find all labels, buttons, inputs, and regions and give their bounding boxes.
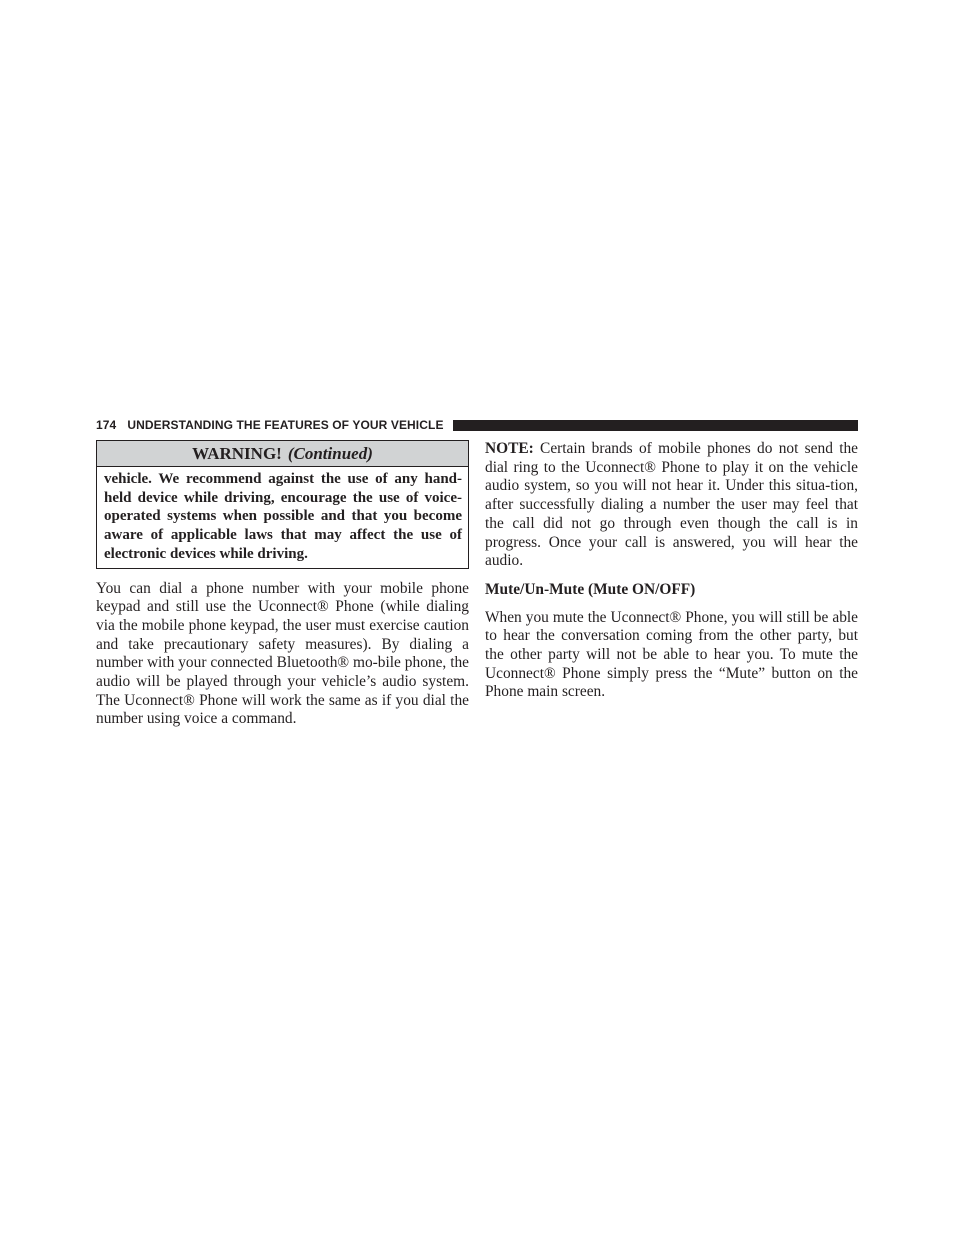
left-column (96, 440, 469, 738)
section-title: UNDERSTANDING THE FEATURES OF YOUR VEHICLE (127, 418, 444, 432)
note-paragraph (485, 440, 858, 571)
warning-body: vehicle. We recommend against the use of any hand-held device while driving, encourage the use of voice-operated systems when possible and that you become aware of applicable laws that may affect the use of electronic devices while driving. (104, 471, 462, 562)
warning-title: WARNING! (192, 444, 282, 463)
warning-header (97, 441, 468, 467)
mute-paragraph: When you mute the Uconnect® Phone, you will still be able to hear the conversation coming from the other party, but the other party will not be able to hear you. To mute the Uconnect® Phone simply press the “Mute” button on the Phone main screen. (485, 608, 858, 701)
warning-box (96, 440, 469, 569)
header-rule (453, 420, 858, 431)
mute-heading: Mute/Un-Mute (Mute ON/OFF) (485, 580, 696, 598)
right-column (485, 440, 858, 711)
page-number: 174 (96, 418, 117, 432)
warning-continued: (Continued) (287, 444, 373, 463)
dialing-paragraph: You can dial a phone number with your mobile phone keypad and still use the Uconnect® Phone (while dialing via the mobile phone keypad, the user must exercise caution and take precautionary safety measures). By dialing a number with your connected Bluetooth® mo-bile phone, the audio will be played through your vehicle’s audio system. The Uconnect® Phone will work the same as if you dial the number using voice a command. (96, 579, 469, 728)
page-header (96, 416, 858, 434)
note-label: NOTE: (485, 440, 534, 457)
note-text: Certain brands of mobile phones do not send the dial ring to the Uconnect® Phone to play it on the vehicle audio system, so you will not hear it. Under this situa-tion, after successfully dialing a number the user may feel that the call did not go through even though the call is in progress. Once your call is answered, you will hear the audio. (485, 440, 858, 570)
